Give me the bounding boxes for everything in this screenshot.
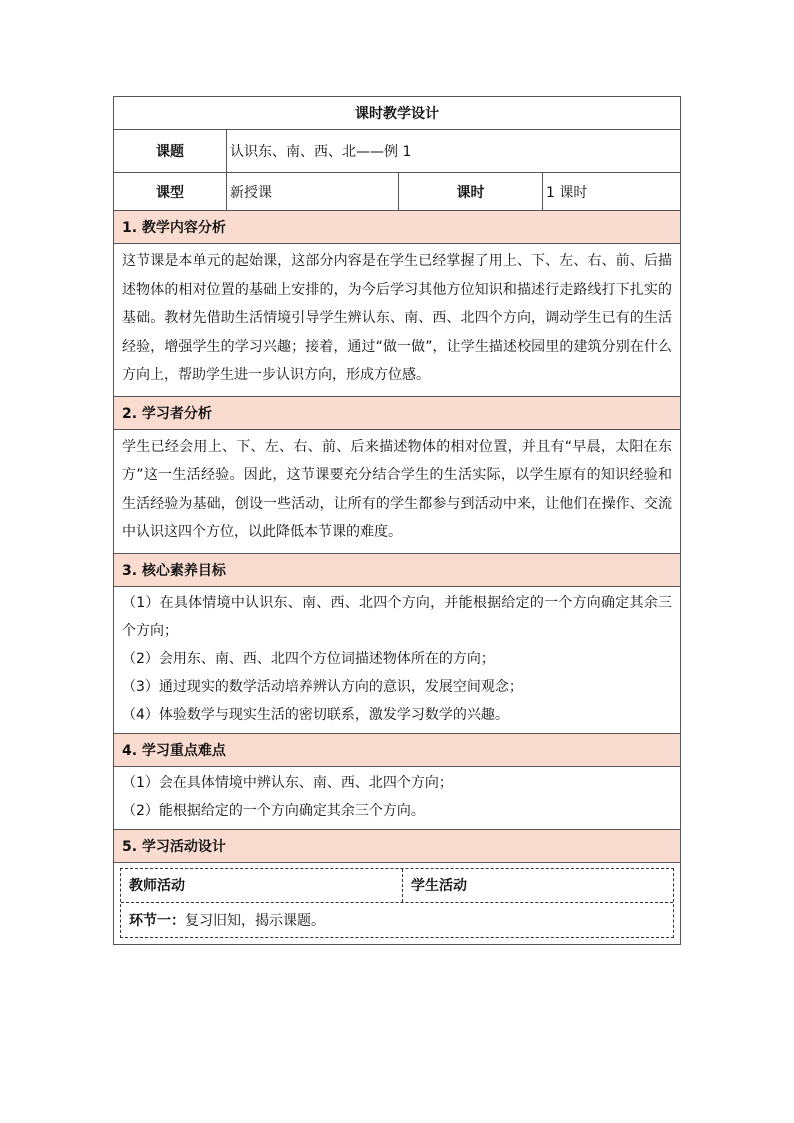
key-point-item: （2）能根据给定的一个方向确定其余三个方向。 xyxy=(122,802,425,819)
activity-step-row xyxy=(121,902,673,937)
section-heading-key-points: 4. 学习重点难点 xyxy=(113,734,681,767)
lesson-design-table xyxy=(113,96,681,945)
objective-item: （2）会用东、南、西、北四个方位词描述物体所在的方向； xyxy=(122,650,495,667)
table-title: 课时教学设计 xyxy=(113,96,681,130)
objective-item: （3）通过现实的数学活动培养辨认方向的意识，发展空间观念； xyxy=(122,678,523,695)
type-value: 新授课 xyxy=(226,173,398,210)
teacher-activity-header: 教师活动 xyxy=(121,869,403,902)
step-text: 复习旧知，揭示课题。 xyxy=(185,912,325,929)
objective-item: （1）在具体情境中认识东、南、西、北四个方向，并能根据给定的一个方向确定其余三个方向； xyxy=(122,594,672,639)
step-label: 环节一： xyxy=(129,912,185,929)
objectives-list xyxy=(113,587,681,734)
key-point-item: （1）会在具体情境中辨认东、南、西、北四个方向； xyxy=(122,774,453,791)
content-analysis-text: 这节课是本单元的起始课，这部分内容是在学生已经掌握了用上、下、左、右、前、后描述物体的相对位置的基础上安排的，为今后学习其他方位知识和描述行走路线打下扎实的基础。教材先借助生活情境引导学生辨认东、南、西、北四个方向，调动学生已有的生活经验，增强学生的学习兴趣；接着，通过“做一做”，让学生描述校园里的建筑分别在什么方向上，帮助学生进一步认识方向，形成方位感。 xyxy=(113,244,681,397)
activities-table xyxy=(120,868,674,938)
section-heading-activities: 5. 学习活动设计 xyxy=(113,830,681,863)
topic-value: 认识东、南、西、北——例 1 xyxy=(226,130,680,172)
student-activity-header: 学生活动 xyxy=(411,878,467,894)
type-row xyxy=(113,173,681,211)
topic-row xyxy=(113,130,681,173)
type-label: 课型 xyxy=(156,184,184,201)
learner-analysis-text: 学生已经会用上、下、左、右、前、后来描述物体的相对位置，并且有“早晨，太阳在东方”这一生活经验。因此，这节课要充分结合学生的生活实际，以学生原有的知识经验和生活经验为基础，创设一些活动，让所有的学生都参与到活动中来，让他们在操作、交流中认识这四个方位，以此降低本节课的难度。 xyxy=(113,430,681,554)
section-heading-objectives: 3. 核心素养目标 xyxy=(113,554,681,587)
hours-value: 1 课时 xyxy=(542,173,680,210)
key-points-list xyxy=(113,767,681,830)
section-heading-learner-analysis: 2. 学习者分析 xyxy=(113,397,681,430)
topic-label: 课题 xyxy=(156,144,184,160)
activities-block xyxy=(113,863,681,945)
objective-item: （4）体验数学与现实生活的密切联系，激发学习数学的兴趣。 xyxy=(122,706,509,723)
activities-header-row xyxy=(121,869,673,902)
section-heading-content-analysis: 1. 教学内容分析 xyxy=(113,211,681,244)
hours-label: 课时 xyxy=(398,173,542,210)
